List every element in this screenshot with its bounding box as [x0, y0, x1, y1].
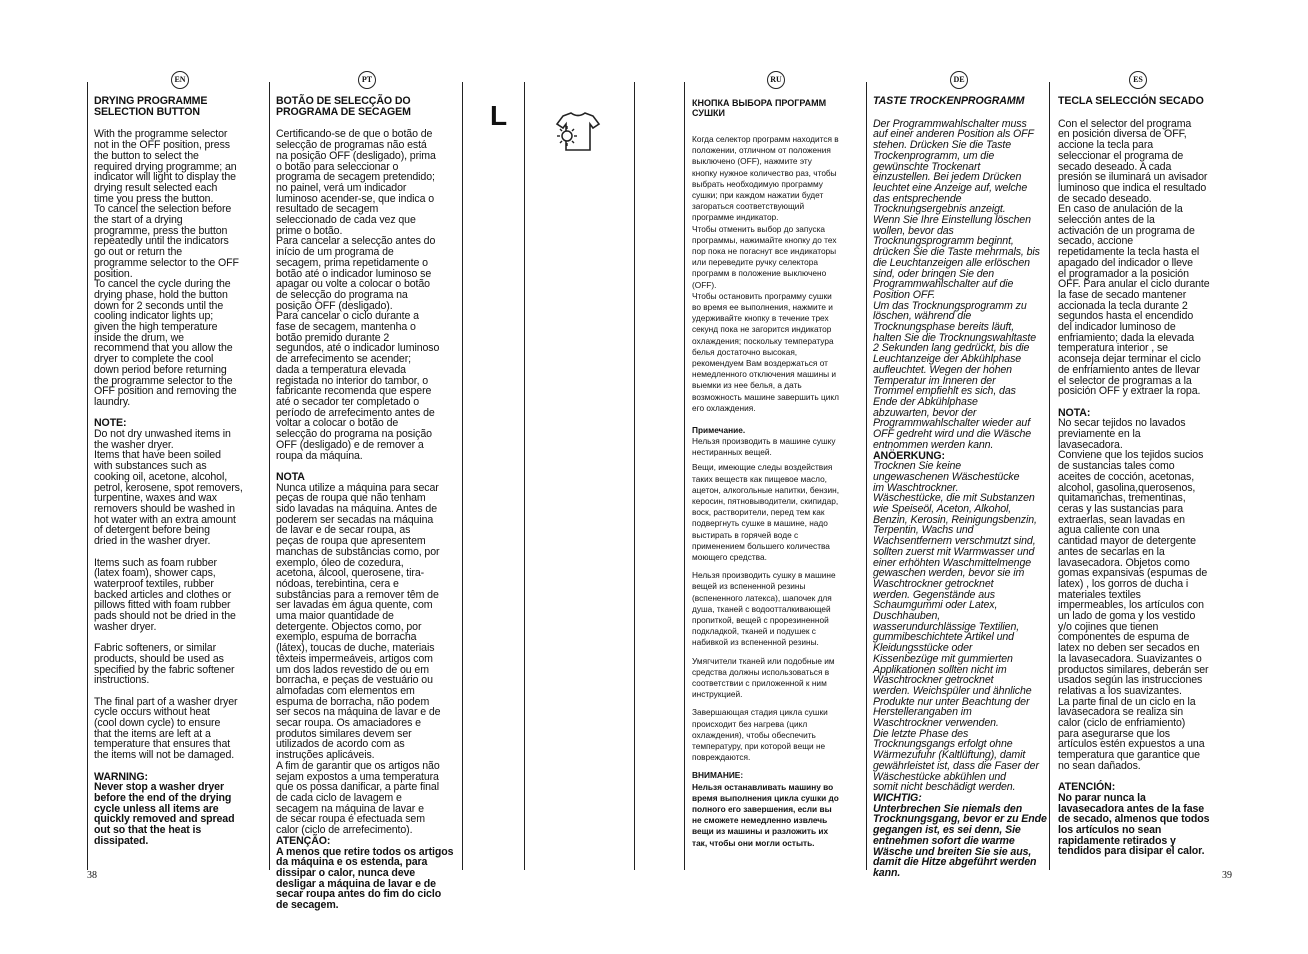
warning-text: Нельзя останавливать машину во время выполнения цикла сушки до полного его завершения, если вы не сможете немедленно извлечь вещи из машины и разложить их так, чтобы они могли остыть. [692, 781, 839, 848]
section-letter: L [490, 100, 508, 131]
note-heading: NOTA: [1058, 406, 1091, 419]
page-number-left: 38 [87, 870, 97, 881]
warning-text: Unterbrechen Sie niemals den Trocknungsgang, bevor er zu Ende gegangen ist, es sei denn, Sie entnehmen sofort die warme Wäsche und breiten Sie sie aus, damit die Hitze abgeführt werden kann. [873, 802, 1047, 879]
section-title: TASTE TROCKENPROGRAMM [873, 95, 1025, 107]
column-en [94, 92, 264, 846]
note-heading: NOTE: [94, 417, 127, 430]
column-rule [524, 82, 525, 870]
note-heading: NOTA [276, 470, 305, 483]
column-rule [866, 82, 867, 870]
column-rule [634, 82, 635, 870]
paragraph: Умягчители тканей или подобные им средства должны использоваться в соответствии с приложенной к ним инструкцией. [692, 655, 835, 700]
section-title: BOTÃO DE SELECÇÃO DO PROGRAMA DE SECAGEM [276, 95, 411, 118]
dryer-shirt-sun-icon [553, 112, 603, 156]
column-rule [269, 82, 270, 870]
paragraph: Нельзя производить сушку в машине вещей из вспененной резины (вспененного латекса), шапочек для душа, тканей с водоотталкивающей пропиткой, вещей с прорезиненной подкладкой, тканей и подушек с набивкой из вспененной резины. [692, 570, 836, 648]
paragraph: Nunca utilize a máquina para secar peças de roupa que não tenham sido lavadas na máquina. Antes de poderem ser secadas na máquina de lavar e de secar roupa, as peças de roupa que apresentem manchas de substâncias como, por exemplo, óleo de cozedura, acetona, álcool, querosene, tira- nódoas, terebintina, cera e substâncias para a remover têm de ser lavadas em água quente, com uma maior quantidade de detergente. Objectos como, por exemplo, espuma de borracha (látex), toucas de duche, materiais têxteis impermeáveis, artigos com um dos lados revestido de ou em borracha, e peças de vestuário ou almofadas com elementos em espuma de borracha, não podem ser secos na máquina de lavar e de secar roupa. Os amaciadores e produtos similares devem ser utilizados de acordo com as instruções aplicáveis. A fim de garantir que os artigos não sejam expostos a uma temperatura que os possa danificar, a parte final de cada ciclo de lavagem e secagem na máquina de lavar e de secar roupa é efectuada sem calor (ciclo de arrefecimento). [276, 481, 441, 837]
paragraph: Когда селектор программ находится в положении, отличном от положения выключено (OFF), нажмите эту кнопку нужное количество раз, чтобы выбрать необходимую программу сушки; при каждом нажатии будет загораться соответствующий программе индикатор. Чтобы отменить выбор до запуска программы, нажимайте кнопку до тех пор пока не погаснут все индикаторы или переведите ручку селектора программ в положение выключено (OFF). Чтобы остановить программу сушки во время ее выполнения, нажмите и удерживайте кнопку в течение трех секунд пока не загорится индикатор охлаждения; поскольку температура белья достаточно высокая, рекомендуем Вам воздержаться от немедленного отключения машины и выемки из нее белья, а дать возможность машине завершить цикл его охлаждения. [692, 134, 839, 413]
paragraph: Do not dry unwashed items in the washer dryer. Items that have been soiled with substances such as cooking oil, acetone, alcohol, petrol, kerosene, spot removers, turpentine, waxes and wax removers should be washed in hot water with an extra amount of detergent before being dried in the washer dryer. [94, 428, 243, 548]
column-rule [87, 82, 88, 870]
paragraph: Trocknen Sie keine ungewaschenen Wäschestücke im Waschtrockner. Wäschestücke, die mit Substanzen wie Speiseöl, Aceton, Alkohol, Benzin, Kerosin, Reinigungsbenzin, Terpentin, Wachs und Wachsentfernern verschmutzt sind, sollten zuerst mit Warmwasser und einer erhöhten Waschmittelmenge gewaschen werden, bevor sie im Waschtrockner getrocknet werden. Gegenstände aus Schaumgummi oder Latex, Duschhauben, wasserundurchlässige Textilien, gummibeschichtete Artikel und Kleidungsstücke oder Kissenbezüge mit gummierten Applikationen sollten nicht im Waschtrockner getrocknet werden. Weichspüler und ähnliche Produkte nur unter Beachtung der Herstellerangaben im Waschtrockner verwenden. Die letzte Phase des Trocknungsgangs erfolgt ohne Wärmezufuhr (Kaltlüftung), damit gewährleistet ist, dass die Faser der Wäschestücke abkühlen und somit nicht beschädigt werden. [873, 460, 1039, 794]
language-badge-en: EN [171, 71, 189, 89]
paragraph: No secar tejidos no lavados previamente en la lavasecadora. Conviene que los tejidos sucios de sustancias tales como aceites de cocción, acetonas, alcohol, gasolina,querosenos, quitamanchas, trementinas, ceras y las sustancias para extraerlas, sean lavadas en agua caliente con una cantidad mayor de detergente antes de secarlas en la lavasecadora. Objetos como gomas expansivas (espumas de latex) , los gorros de ducha i materiales textiles impermeables, los artículos con un lado de goma y los vestido y/o cojines que tienen componentes de espuma de latex no deben ser secados en la lavasecadora. Suavizantes o productos similares, deberán ser usados según las instrucciones relativas a los suavizantes. La parte final de un ciclo en la lavasecadora se realiza sin calor (ciclo de enfriamiento) para asegurarse que los artículos estén expuestos a una temperatura que garantice que no sean dañados. [1058, 417, 1209, 772]
column-ru [692, 92, 864, 849]
language-badge-es: ES [1129, 71, 1147, 89]
warning-heading: ATENCIÓN: [1058, 781, 1116, 794]
paragraph: Con el selector del programa en posición diversa de OFF, accione la tecla para seleccionar el programa de secado deseado. A cada presión se iluminará un avisador luminoso que indica el resultado de secado deseado. En caso de anulación de la selección antes de la activación de un programa de secado, accione repetidamente la tecla hasta el apagado del indicador o lleve el programador a la posición OFF. Para anular el ciclo durante la fase de secado mantener accionada la tecla durante 2 segundos hasta el encendido del indicador luminoso de enfriamiento; dada la elevada temperatura interior , se aconseja dejar terminar el ciclo de enfriamiento antes de llevar el selector de programas a la posición OFF y extraer la ropa. [1058, 117, 1210, 398]
paragraph: Items such as foam rubber (latex foam), shower caps, waterproof textiles, rubber backed articles and clothes or pillows fitted with foam rubber pads should not be dried in the washer dryer. [94, 556, 236, 633]
warning-heading: WARNING: [94, 770, 148, 783]
paragraph: With the programme selector not in the OFF position, press the button to select the required drying programme; an indicator will light to display the drying result selected each time you press the button. To cancel the selection before the start of a drying programme, press the button repeatedly until the indicators go out or return the programme selector to the OFF position. To cancel the cycle during the drying phase, hold the button down for 2 seconds until the cooling indicator lights up; given the high temperature inside the drum, we recommend that you allow the dryer to complete the cool down period before returning the programme selector to the OFF position and removing the laundry. [94, 128, 239, 408]
warning-text: A menos que retire todos os artigos da máquina e os estenda, para dissipar o calor, nunca deve desligar a máquina de lavar e de secar roupa antes do fim do ciclo de secagem. [276, 845, 454, 912]
paragraph: Der Programmwahlschalter muss auf einer anderen Position als OFF stehen. Drücken Sie die Taste Trockenprogramm, um die gewünschte Trockenart einzustellen. Bei jedem Drücken leuchtet eine Anzeige auf, welche das entsprechende Trocknungsergebnis anzeigt. Wenn Sie Ihre Einstellung löschen wollen, bevor das Trocknungsprogramm beginnt, drücken Sie die Taste mehrmals, bis die Leuchtanzeigen alle erlöschen sind, oder bringen Sie den Programmwahlschalter auf die Position OFF. Um das Trocknungsprogramm zu löschen, während die Trocknungsphase bereits läuft, halten Sie die Trocknungswahltaste 2 Sekunden lang gedrückt, bis die Leuchtanzeige der Abkühlphase aufleuchtet. Wegen der hohen Temperatur im Inneren der Trommel empfiehlt es sich, das Ende der Abkühlphase abzuwarten, bevor der Programmwahlschalter wieder auf OFF gedreht wird und die Wäsche entnommen werden kann. [873, 117, 1040, 451]
warning-text: Never stop a washer dryer before the end of the drying cycle unless all items are quickly removed and spread out so that the heat is dissipated. [94, 781, 235, 847]
paragraph: Fabric softeners, or similar products, should be used as specified by the fabric softener instructions. [94, 642, 235, 687]
section-title: TECLA SELECCIÓN SECADO [1058, 95, 1204, 107]
paragraph: Certificando-se de que o botão de selecção de programas não está na posição OFF (desligado), prima o botão para seleccionar o programa de secagem pretendido; no painel, verá um indicador luminoso acender-se, que indica o resultado de secagem seleccionado de cada vez que prime o botão. Para cancelar a selecção antes do início de um programa de secagem, prima repetidamente o botão até o indicador luminoso se apagar ou volte a colocar o botão de selecção do programa na posição OFF (desligado). Para cancelar o ciclo durante a fase de secagem, mantenha o botão premido durante 2 segundos, até o indicador luminoso de arrefecimento se acender; dada a temperatura elevada registada no interior do tambor, o fabricante recomenda que espere até o secador ter completado o período de arrefecimento antes de voltar a colocar o botão de selecção do programa na posição OFF (desligado) e de remover a roupa da máquina. [276, 128, 440, 462]
column-de [873, 92, 1048, 879]
note-heading: ANÖERKUNG: [873, 449, 945, 462]
language-badge-ru: RU [767, 71, 785, 89]
section-title: DRYING PROGRAMME SELECTION BUTTON [94, 95, 208, 118]
paragraph: Вещи, имеющие следы воздействия таких веществ как пищевое масло, ацетон, алкогольные напитки, бензин, керосин, пятновыводители, скипидар, воск, растворители, перед тем как подвергнуть сушке в машине, надо выстирать в горячей воде с применением большего количества моющего средства. [692, 462, 840, 562]
warning-heading: ВНИМАНИЕ: [692, 770, 744, 781]
note-heading: Примечание. [692, 424, 746, 435]
warning-text: No parar nunca la lavasecadora antes de la fase de secado, almenos que todos los artículos no sean rapidamente retirados y tendidos para disipar el calor. [1058, 791, 1210, 858]
column-rule [462, 82, 463, 870]
warning-heading: WICHTIG: [873, 792, 922, 804]
paragraph: Нельзя производить в машине сушку нестиранных вещей. [692, 435, 836, 458]
section-title: КНОПКА ВЫБОРА ПРОГРАММ СУШКИ [692, 98, 827, 118]
paragraph: Завершающая стадия цикла сушки происходит без нагрева (цикл охлаждения), чтобы обеспечить температуру, при которой вещи не повреждаются. [692, 707, 828, 763]
column-rule [684, 82, 685, 870]
column-es [1058, 92, 1230, 857]
column-pt [276, 92, 461, 911]
paragraph: The final part of a washer dryer cycle occurs without heat (cool down cycle) to ensure that the items are left at a temperature that ensures that the items will not be damaged. [94, 695, 238, 762]
language-badge-pt: PT [358, 71, 376, 89]
page-number-right: 39 [1222, 870, 1232, 881]
language-badge-de: DE [950, 71, 968, 89]
warning-heading: ATENÇÃO: [276, 834, 331, 847]
column-rule [1049, 82, 1050, 870]
